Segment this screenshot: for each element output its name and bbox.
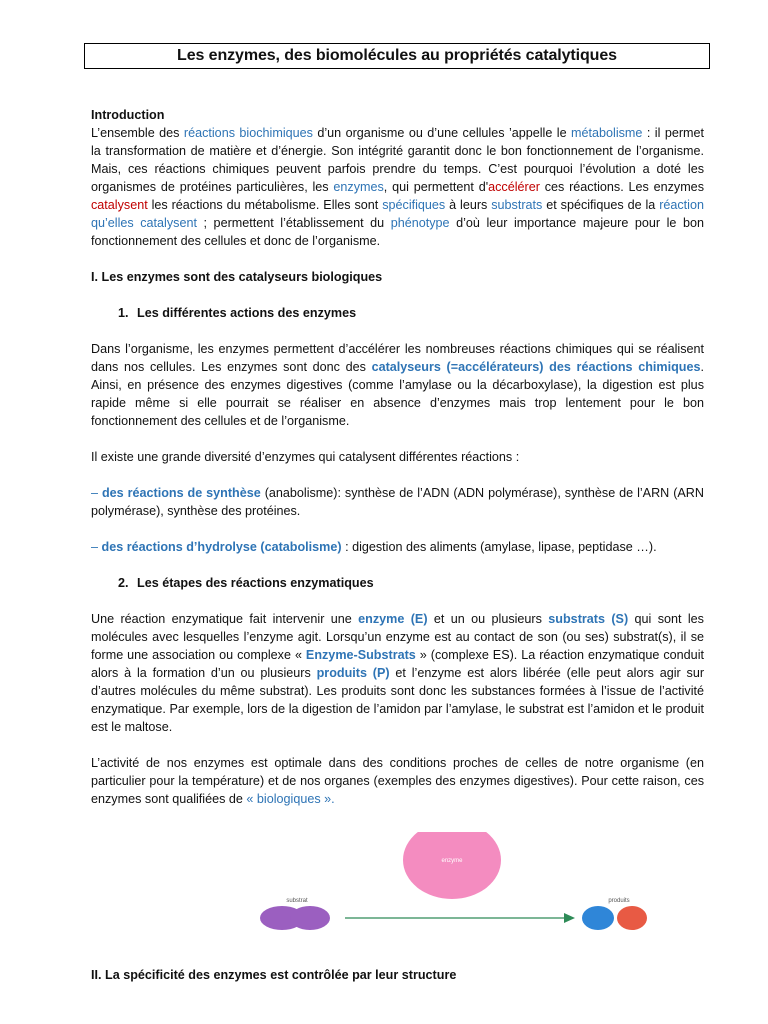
reaction-steps-paragraph: Une réaction enzymatique fait intervenir une enzyme (E) et un ou plusieurs substrats (S) qui sont les molécules avec lesquelles l’enzyme agit. Lorsqu’un enzyme est au contact de son (ou ses) substrat(s), il se forme une association ou complexe « Enzyme-Substrats » (complexe ES). La réaction enzymatique conduit alors à la formation d’un ou plusieurs produits (P) et l’enzyme est alors libérée (elle peut alors agir sur d’autres molécules du même substrat). Les produits sont donc les substances formées à l’issue de l’activité enzymatique. Par exemple, lors de la digestion de l’amidon par l’amylase, le substrat est l’amidon et le produit est le maltose. (91, 612, 705, 734)
document-body (91, 106, 704, 808)
list-item-synthesis: – des réactions de synthèse (anabolisme): synthèse de l’ADN (ADN polymérase), synthèse de l’ARN (ARN polymérase), synthèse des protéines. (91, 486, 704, 518)
reaction-arrow-head (564, 913, 575, 923)
enzyme-label: enzyme (441, 858, 463, 864)
produits-label: produits (608, 898, 630, 904)
diversity-paragraph: Il existe une grande diversité d’enzymes qui catalysent différentes réactions : (91, 450, 520, 464)
subsection-2-heading: 2. Les étapes des réactions enzymatiques (118, 576, 374, 590)
enzyme-reaction-diagram (250, 832, 650, 942)
intro-heading: Introduction (91, 108, 165, 122)
section-1-heading: I. Les enzymes sont des catalyseurs biologiques (91, 270, 383, 284)
produit-blue-circle (582, 906, 614, 930)
substrat-right-lobe (290, 906, 330, 930)
substrat-label: substrat (286, 898, 308, 904)
section-2-heading: II. La spécificité des enzymes est contrôlée par leur structure (91, 968, 457, 982)
enzyme-actions-paragraph: Dans l’organisme, les enzymes permettent d’accélérer les nombreuses réactions chimiques qui se réalisent dans nos cellules. Les enzymes sont donc des catalyseurs (=accélérateurs) des réactions chimiques. Ainsi, en présence des enzymes digestives (comme l’amylase ou la décarboxylase), la digestion est plus rapide même si elle pourrait se réaliser en absence d’enzymes mais trop lentement pour le bon fonctionnement des cellules et de l’organisme. (91, 342, 704, 428)
produit-red-circle (617, 906, 647, 930)
document-title: Les enzymes, des biomolécules au propriétés catalytiques (84, 43, 710, 69)
enzyme-circle (403, 832, 501, 899)
optimal-activity-paragraph: L’activité de nos enzymes est optimale dans des conditions proches de celles de notre organisme (en particulier pour la température) et de nos organes (exemples des enzymes digestives). Pour cette raison, ces enzymes sont qualifiées de « biologiques ». (91, 756, 704, 806)
subsection-1-heading: 1. Les différentes actions des enzymes (118, 306, 357, 320)
intro-paragraph: L’ensemble des réactions biochimiques d’un organisme ou d’une cellules ’appelle le métabolisme : il permet la transformation de matière et d’énergie. Son intégrité garantit donc le bon fonctionnement de l’organisme. Mais, ces réactions chimiques peuvent parfois prendre du temps. C’est pourquoi l’évolution a doté les organismes de protéines particulières, les enzymes, qui permettent d'accélérer ces réactions. Les enzymes catalysent les réactions du métabolisme. Elles sont spécifiques à leurs substrats et spécifiques de la réaction qu’elles catalysent ; permettent l’établissement du phénotype d’où leur importance majeure pour le bon fonctionnement des cellules et donc de l’organisme. (91, 126, 705, 248)
list-item-hydrolysis: – des réactions d’hydrolyse (catabolisme) : digestion des aliments (amylase, lipase, peptidase …). (91, 540, 657, 554)
